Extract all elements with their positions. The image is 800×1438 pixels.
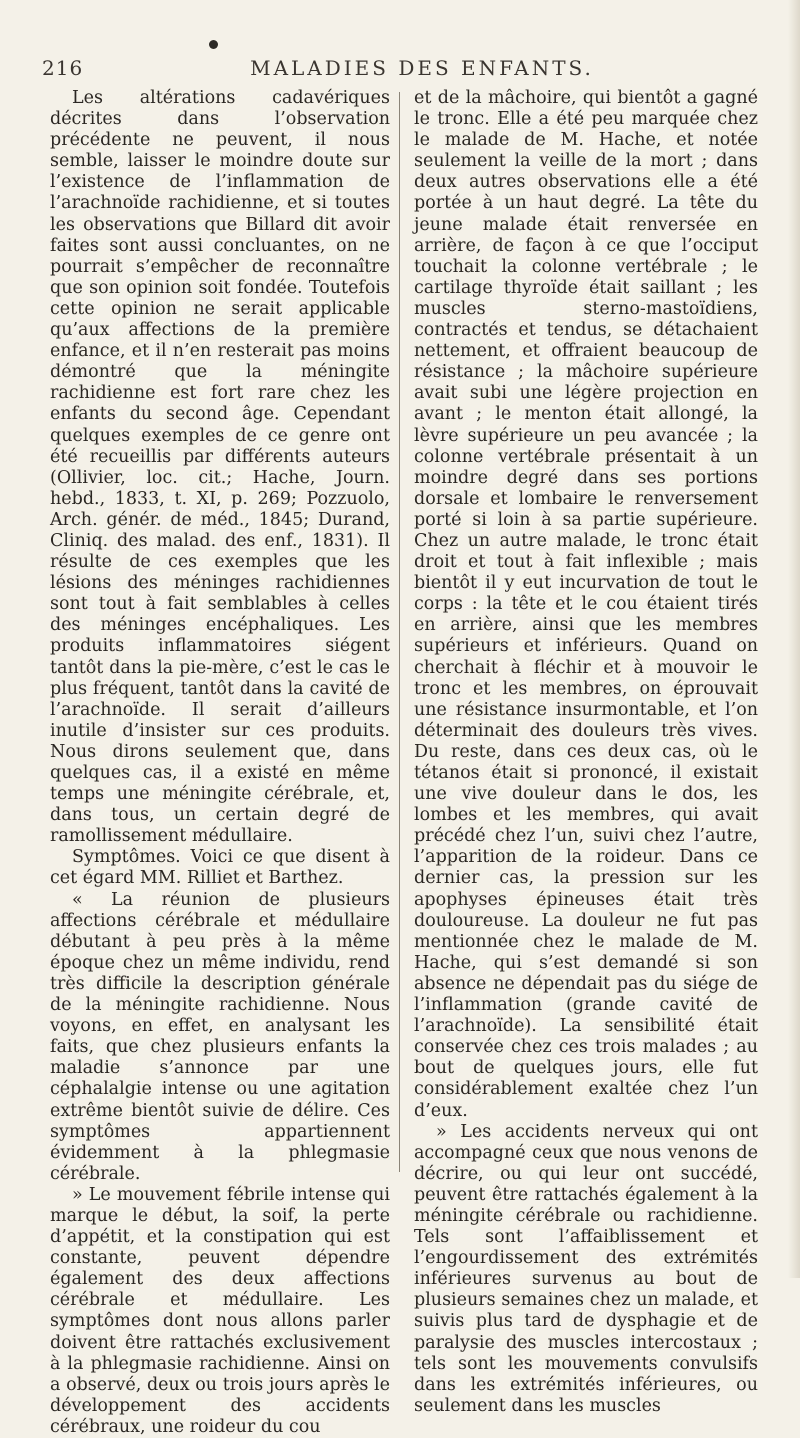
page-header <box>42 56 760 84</box>
paragraph: Les altérations cadavériques décrites dans l’observation précédente ne peuvent, il nous semble, laisser le moindre doute sur l’existence de l’inflammation de l’arachnoïde rachidienne, et si toutes les observations que Billard dit avoir faites sont aussi concluantes, on ne pourrait s’empêcher de reconnaître que son opinion soit fondée. Toutefois cette opinion ne serait applicable qu’aux affections de la première enfance, et il n’en resterait pas moins démontré que la méningite rachidienne est fort rare chez les enfants du second âge. Cependant quelques exemples de ce genre ont été recueillis par différents auteurs (Ollivier, loc. cit.; Hache, Journ. hebd., 1833, t. XI, p. 269; Pozzuolo, Arch. génér. de méd., 1845; Durand, Cliniq. des malad. des enf., 1831). Il résulte de ces exemples que les lésions des méninges rachidiennes sont tout à fait semblables à celles des méninges encéphaliques. Les produits inflammatoires siégent tantôt dans la pie-mère, c’est le cas le plus fréquent, tantôt dans la cavité de l’arachnoïde. Il serait d’ailleurs inutile d’insister sur ces produits. Nous dirons seulement que, dans quelques cas, il a existé en même temps une méningite cérébrale, et, dans tous, un certain degré de ramollissement médullaire. <box>50 88 390 847</box>
paragraph: et de la mâchoire, qui bientôt a gagné le tronc. Elle a été peu marquée chez le malade de M. Hache, et notée seulement la veille de la mort ; dans deux autres observations elle a été portée à un haut degré. La tête du jeune malade était renversée en arrière, de façon à ce que l’occiput touchait la colonne vertébrale ; le cartilage thyroïde était saillant ; les muscles sterno-mastoïdiens, contractés et tendus, se détachaient nettement, et offraient beaucoup de résistance ; la mâchoire supérieure avait subi une légère projection en avant ; le menton était allongé, la lèvre supérieure un peu avancée ; la colonne vertébrale présentait à un moindre degré dans ses portions dorsale et lombaire le renversement porté si loin à sa partie supérieure. Chez un autre malade, le tronc était droit et tout à fait inflexible ; mais bientôt il y eut incurvation de tout le corps : la tête et le cou étaient tirés en arrière, ainsi que les membres supérieurs et inférieurs. Quand on cherchait à fléchir et à mouvoir le tronc et les membres, on éprouvait une résistance insurmontable, et l’on déterminait des douleurs très vives. Du reste, dans ces deux cas, où le tétanos était si prononcé, il existait une vive douleur dans le dos, les lombes et les membres, qui avait précédé chez l’un, suivi chez l’autre, l’apparition de la roideur. Dans ce dernier cas, la pression sur les apophyses épineuses était très douloureuse. La douleur ne fut pas mentionnée chez le malade de M. Hache, qui s’est demandé si son absence ne dépendait pas du siége de l’inflammation (grande cavité de l’arachnoïde). La sensibilité était conservée chez ces trois malades ; au bout de quelques jours, elle fut considérablement exaltée chez l’un d’eux. <box>414 88 758 1121</box>
column-divider <box>399 92 400 1172</box>
paragraph: Symptômes. Voici ce que disent à cet égard MM. Rilliet et Barthez. <box>50 847 390 889</box>
paragraph: « La réunion de plusieurs affections cérébrale et médullaire débutant à peu près à la même époque chez un même individu, rend très difficile la description générale de la méningite rachidienne. Nous voyons, en effet, en analysant les faits, que chez plusieurs enfants la maladie s’annonce par une céphalalgie intense ou une agitation extrême bientôt suivie de délire. Ces symptômes appartiennent évidemment à la phlegmasie cérébrale. <box>50 889 390 1184</box>
right-column <box>414 88 758 1417</box>
running-title: MALADIES DES ENFANTS. <box>250 56 594 80</box>
left-column <box>50 88 390 1438</box>
paragraph: » Les accidents nerveux qui ont accompagné ceux que nous venons de décrire, ou qui leur ont succédé, peuvent être rattachés également à la méningite cérébrale ou rachidienne. Tels sont l’affaiblissement et l’engourdissement des extrémités inférieures survenus au bout de plusieurs semaines chez un malade, et suivis plus tard de dysphagie et de paralysie des muscles intercostaux ; tels sont les mouvements convulsifs dans les extrémités inférieures, ou seulement dans les muscles <box>414 1121 758 1416</box>
page-number: 216 <box>42 56 84 80</box>
page-edge-shadow <box>788 0 800 1278</box>
paragraph: » Le mouvement fébrile intense qui marque le début, la soif, la perte d’appétit, et la constipation qui est constante, peuvent dépendre également des deux affections cérébrale et médullaire. Les symptômes dont nous allons parler doivent être rattachés exclusivement à la phlegmasie rachidienne. Ainsi on a observé, deux ou trois jours après le développement des accidents cérébraux, une roideur du cou <box>50 1184 390 1437</box>
ink-dot <box>209 40 218 49</box>
